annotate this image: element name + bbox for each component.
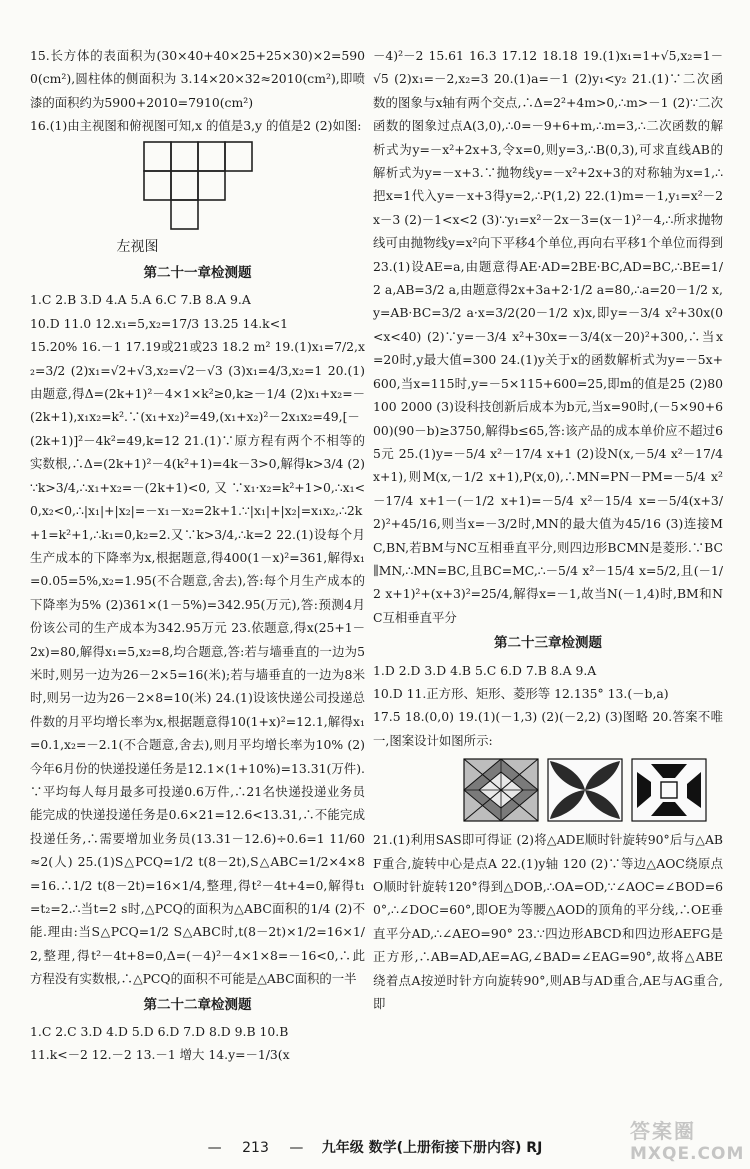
answer-block: 16.(1)由主视图和俯视图可知,x 的值是3,y 的值是2 (2)如图: xyxy=(30,118,362,134)
answer-block: 15.长方体的表面积为(30×40+40×25+25×30)×2=5900(cm²),圆柱体的侧面积为 3.14×20×32≈2010(cm²),即喷漆的面积约为5900+2010=7910(cm²) xyxy=(30,48,365,110)
left-view-grid xyxy=(143,140,253,236)
chapter-heading: 第二十二章检测题 xyxy=(143,996,252,1013)
answer-block: 1.C 2.C 3.D 4.D 5.D 6.D 7.D 8.D 9.B 10.B xyxy=(30,1024,289,1040)
right-column xyxy=(373,44,723,1015)
answer-block: 10.D 11.正方形、矩形、菱形等 12.135° 13.(－b,a) xyxy=(373,685,669,701)
site-watermark-logo: 答案圈 MXQE.COM xyxy=(630,1119,745,1164)
answer-block: 11.k<－2 12.－2 13.－1 增大 14.y=－1/3(x xyxy=(30,1047,290,1063)
page-number: 213 xyxy=(242,1140,269,1156)
left-view-figure xyxy=(30,140,365,259)
chapter-heading: 第二十三章检测题 xyxy=(494,635,602,652)
answer-block: 21.(1)利用SAS即可得证 (2)将△ADE顺时针旋转90°后与△ABF重合,旋转中心是点A 22.(1)y轴 120 (2)∵等边△AOC绕原点O顺时针旋转120°得到△DOB,∴OA=OD,∵∠AOC=∠BOD=60°,∴∠DOC=60°,即OE为等腰△AOD的顶角的平分线,∴OE垂直平分AD,∴∠AEO=90° 23.∵四边形ABCD和四边形AEFG是正方形,∴AB=AD,AE=AG,∠BAD=∠EAG=90°,故将△ABE绕着点A按逆时针方向旋转90°,则AB与AD重合,AE与AG重合,即 xyxy=(373,832,723,1012)
pattern-figure-2 xyxy=(547,758,623,822)
pattern-designs xyxy=(463,758,723,822)
pattern-figure-1 xyxy=(463,758,539,822)
answer-block: 1.C 2.B 3.D 4.A 5.A 6.C 7.B 8.A 9.A xyxy=(30,292,251,308)
footer-dash: — xyxy=(289,1140,304,1156)
figure-caption: 左视图 xyxy=(116,238,159,255)
pattern-figure-3 xyxy=(631,758,707,822)
book-title: 九年级 数学(上册衔接下册内容) RJ xyxy=(321,1140,543,1156)
footer-dash: — xyxy=(207,1140,222,1156)
answer-block: －4)²－2 15.61 16.3 17.12 18.18 19.(1)x₁=1+√5,x₂=1－√5 (2)x₁=－2,x₂=3 20.(1)a=－1 (2)y₁<y₂ 21.(1)∵二次函数的图象与x轴有两个交点,∴Δ=2²+4m>0,∴m>－1 (2)∵二次函数的图象过点A(3,0),∴0=－9+6+m,∴m=3,∴二次函数的解析式为y=－x²+2x+3,令x=0,则y=3,∴B(0,3),可求直线AB的解析式为y=－x+3.∵抛物线y=－x²+2x+3的对称轴为x=1,∴把x=1代入y=－x+3得y=2,∴P(1,2) 22.(1)m=－1,y₁=x²－2x－3 (2)－1<x<2 (3)∵y₁=x²－2x－3=(x－1)²－4,∴所求抛物线可由抛物线y=x²向下平移4个单位,再向右平移1个单位而得到 23.(1)设AE=a,由题意得AE·AD=2BE·BC,AD=BC,∴BE=1/2 a,AB=3/2 a,由题意得2x+3a+2·1/2 a=80,∴a=20－1/2 x,y=AB·BC=3/2 a·x=3/2(20－1/2 x)x,即y=－3/4 x²+30x(0<x<40) (2)∵y=－3/4 x²+30x=－3/4(x－20)²+300,∴当x=20时,y最大值=300 24.(1)y关于x的函数解析式为y=－5x+600,当x=115时,y=－5×115+600=25,即m的值是25 (2)80 100 2000 (3)设科技创新后成本为b元,当x=90时,(－5×90+600)(90－b)≥3750,解得b≤65,答:该产品的成本单价应不超过65元 25.(1)y=－5/4 x²－17/4 x+1 (2)设N(x,－5/4 x²－17/4 x+1),则M(x,－1/2 x+1),P(x,0),∴MN=PN－PM=－5/4 x²－17/4 x+1－(－1/2 x+1)=－5/4 x²－15/4 x=－5/4(x+3/2)²+45/16,则当x=－3/2时,MN的最大值为45/16 (3)连接MC,BN,若BM与NC互相垂直平分,则四边形BCMN是菱形.∵BC∥MN,∴MN=BC,且BC=MC,∴－5/4 x²－15/4 x=5/2,且(－1/2 x+1)²+(x+3)²=25/4,解得x=－1,故当N(－1,4)时,BM和NC互相垂直平分 xyxy=(373,48,723,625)
answer-block: 1.D 2.D 3.D 4.B 5.C 6.D 7.B 8.A 9.A xyxy=(373,662,597,678)
left-column xyxy=(30,44,365,1067)
answer-block: 17.5 18.(0,0) 19.(1)(－1,3) (2)(－2,2) (3)图略 20.答案不唯一,图案设计如图所示: xyxy=(373,709,723,748)
answer-block: 10.D 11.0 12.x₁=5,x₂=17/3 13.25 14.k<1 xyxy=(30,315,288,331)
chapter-heading: 第二十一章检测题 xyxy=(143,265,252,282)
answer-block: 15.20% 16.－1 17.19或21或23 18.2 m² 19.(1)x₁=7/2,x₂=3/2 (2)x₁=√2+√3,x₂=√2－√3 (3)x₁=4/3,x₂=1 20.(1)由题意,得Δ=(2k+1)²－4×1×k²≥0,k≥－1/4 (2)x₁+x₂=－(2k+1),x₁x₂=k².∵(x₁+x₂)²=49,(x₁+x₂)²－2x₁x₂=49,[－(2k+1)]²－4k²=49,k=12 21.(1)∵原方程有两个不相等的实数根,∴Δ=(2k+1)²－4(k²+1)=4k－3>0,解得k>3/4 (2)∵k>3/4,∴x₁+x₂=－(2k+1)<0,又∵x₁·x₂=k²+1>0,∴x₁<0,x₂<0,∴|x₁|+|x₂|=－x₁－x₂=2k+1.∵|x₁|+|x₂|=x₁x₂,∴2k+1=k²+1,∴k₁=0,k₂=2.又∵k>3/4,∴k=2 22.(1)设每个月生产成本的下降率为x,根据题意,得400(1－x)²=361,解得x₁=0.05=5%,x₂=1.95(不合题意,舍去),答:每个月生产成本的下降率为5% (2)361×(1－5%)=342.95(万元),答:预测4月份该公司的生产成本为342.95万元 23.依题意,得x(25+1－2x)=80,解得x₁=5,x₂=8,均合题意,答:若与墙垂直的一边为5米时,则另一边为26－2×5=16(米);若与墙垂直的一边为8米时,则另一边为26－2×8=10(米) 24.(1)设该快递公司投递总件数的月平均增长率为x,根据题意得10(1+x)²=12.1,解得x₁=0.1,x₂=－2.1(不合题意,舍去),则月平均增长率为10% (2)今年6月份的快递投递任务是12.1×(1+10%)=13.31(万件).∵平均每人每月最多可投递0.6万件,∴21名快递投递业务员能完成的快递投递任务是0.6×21=12.6<13.31,∴不能完成投递任务,∴需要增加业务员(13.31－12.6)÷0.6=1 11/60≈2(人) 25.(1)S△PCQ=1/2 t(8－2t),S△ABC=1/2×4×8=16.∴1/2 t(8－2t)=16×1/4,整理,得t²－4t+4=0,解得t₁=t₂=2.∴当t=2 s时,△PCQ的面积为△ABC面积的1/4 (2)不能.理由:当S△PCQ=1/2 S△ABC时,t(8－2t)×1/2=16×1/2,整理,得t²－4t+8=0,Δ=(－4)²－4×1×8=－16<0,∴此方程没有实数根,∴△PCQ的面积不可能是△ABC面积的一半 xyxy=(30,339,365,987)
